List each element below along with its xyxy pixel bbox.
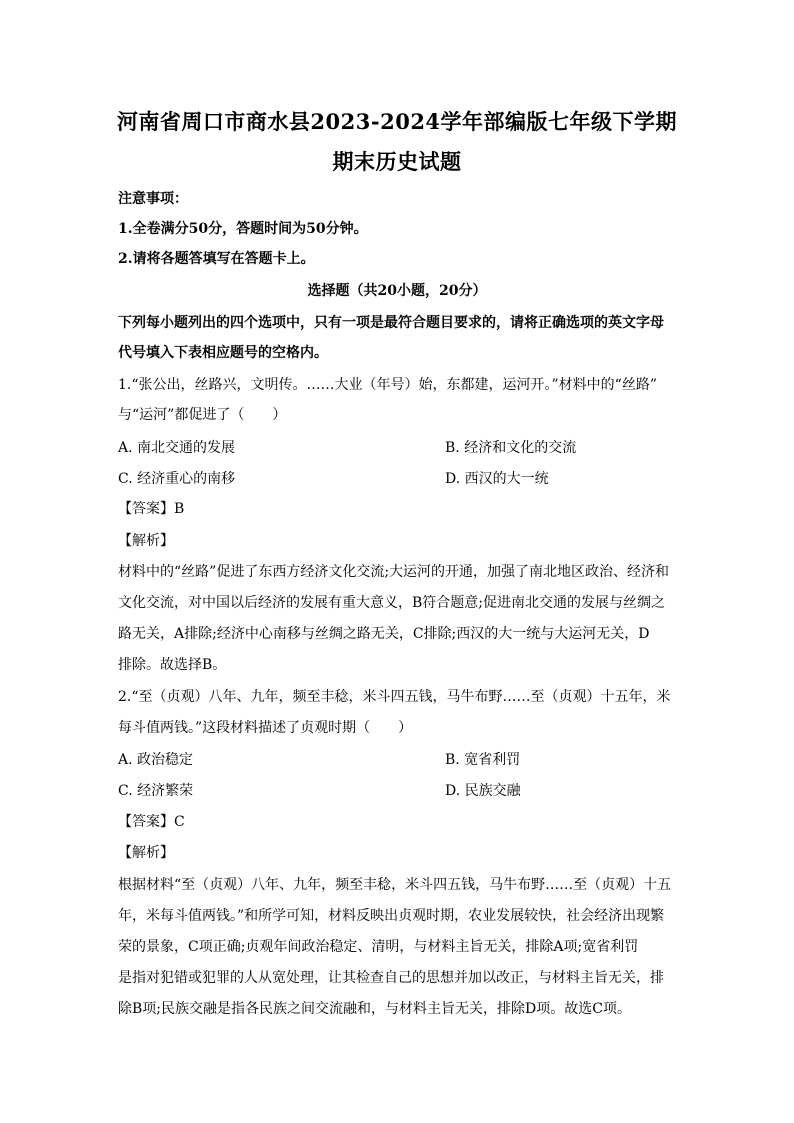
q2-option-c: C. 经济繁荣: [118, 783, 194, 799]
document-title-line1: 河南省周口市商水县2023-2024学年部编版七年级下学期: [116, 109, 678, 134]
q1-answer: 【答案】B: [118, 501, 185, 517]
q2-stem-line1: 2.“至（贞观）八年、九年，频至丰稔，米斗四五钱，马牛布野……至（贞观）十五年，米: [118, 689, 671, 705]
q2-analysis-line4: 是指对犯错或犯罪的人从宽处理，让其检查自己的思想并加以改正，与材料主旨无关，排: [118, 970, 664, 986]
q2-option-a: A. 政治稳定: [118, 752, 194, 768]
q1-analysis-line4: 排除。故选择B。: [118, 657, 227, 673]
document-title-line2: 期末历史试题: [332, 149, 462, 174]
section-instruction-line2: 代号填入下表相应题号的空格内。: [118, 345, 328, 361]
q1-option-b: B. 经济和文化的交流: [445, 440, 577, 456]
q1-analysis-line3: 路无关，A排除;经济中心南移与丝绸之路无关，C排除;西汉的大一统与大运河无关，D: [118, 626, 650, 642]
q2-analysis-line3: 荣的景象，C项正确;贞观年间政治稳定、清明，与材料主旨无关，排除A项;宽省利罚: [118, 939, 639, 955]
notice-item-1: 1.全卷满分50分，答题时间为50分钟。: [118, 221, 368, 237]
q1-option-d: D. 西汉的大一统: [445, 471, 549, 487]
q2-analysis-label: 【解析】: [118, 845, 174, 861]
q2-analysis-line5: 除B项;民族交融是指各民族之间交流融和，与材料主旨无关，排除D项。故选C项。: [118, 1001, 631, 1017]
q2-option-b: B. 宽省利罚: [445, 752, 521, 768]
q2-analysis-line1: 根据材料“至（贞观）八年、九年，频至丰稔，米斗四五钱，马牛布野……至（贞观）十五: [118, 877, 672, 893]
section-instruction-line1: 下列每小题列出的四个选项中，只有一项是最符合题目要求的，请将正确选项的英文字母: [118, 315, 664, 331]
notice-item-2: 2.请将各题答填写在答题卡上。: [118, 251, 315, 267]
q1-stem-line2: 与“运河”都促进了（ ）: [118, 407, 287, 423]
q1-option-a: A. 南北交通的发展: [118, 440, 236, 456]
q2-stem-line2: 每斗值两钱。”这段材料描述了贞观时期（ ）: [118, 720, 413, 736]
q1-analysis-line2: 文化交流，对中国以后经济的发展有重大意义，B符合题意;促进南北交通的发展与丝绸之: [118, 595, 666, 611]
q1-stem-line1: 1.“张公出，丝路兴，文明传。……大业（年号）始，东都建，运河开。”材料中的“丝路”: [118, 377, 657, 393]
notice-heading: 注意事项：: [118, 191, 188, 207]
q1-analysis-label: 【解析】: [118, 533, 174, 549]
q2-analysis-line2: 年，米每斗值两钱。”和所学可知，材料反映出贞观时期，农业发展较快，社会经济出现繁: [118, 908, 665, 924]
section-heading: 选择题（共20小题，20分）: [307, 283, 487, 299]
q2-answer: 【答案】C: [118, 814, 185, 830]
q1-option-c: C. 经济重心的南移: [118, 471, 236, 487]
q2-option-d: D. 民族交融: [445, 783, 521, 799]
q1-analysis-line1: 材料中的“丝路”促进了东西方经济文化交流;大运河的开通，加强了南北地区政治、经济和: [118, 564, 670, 580]
